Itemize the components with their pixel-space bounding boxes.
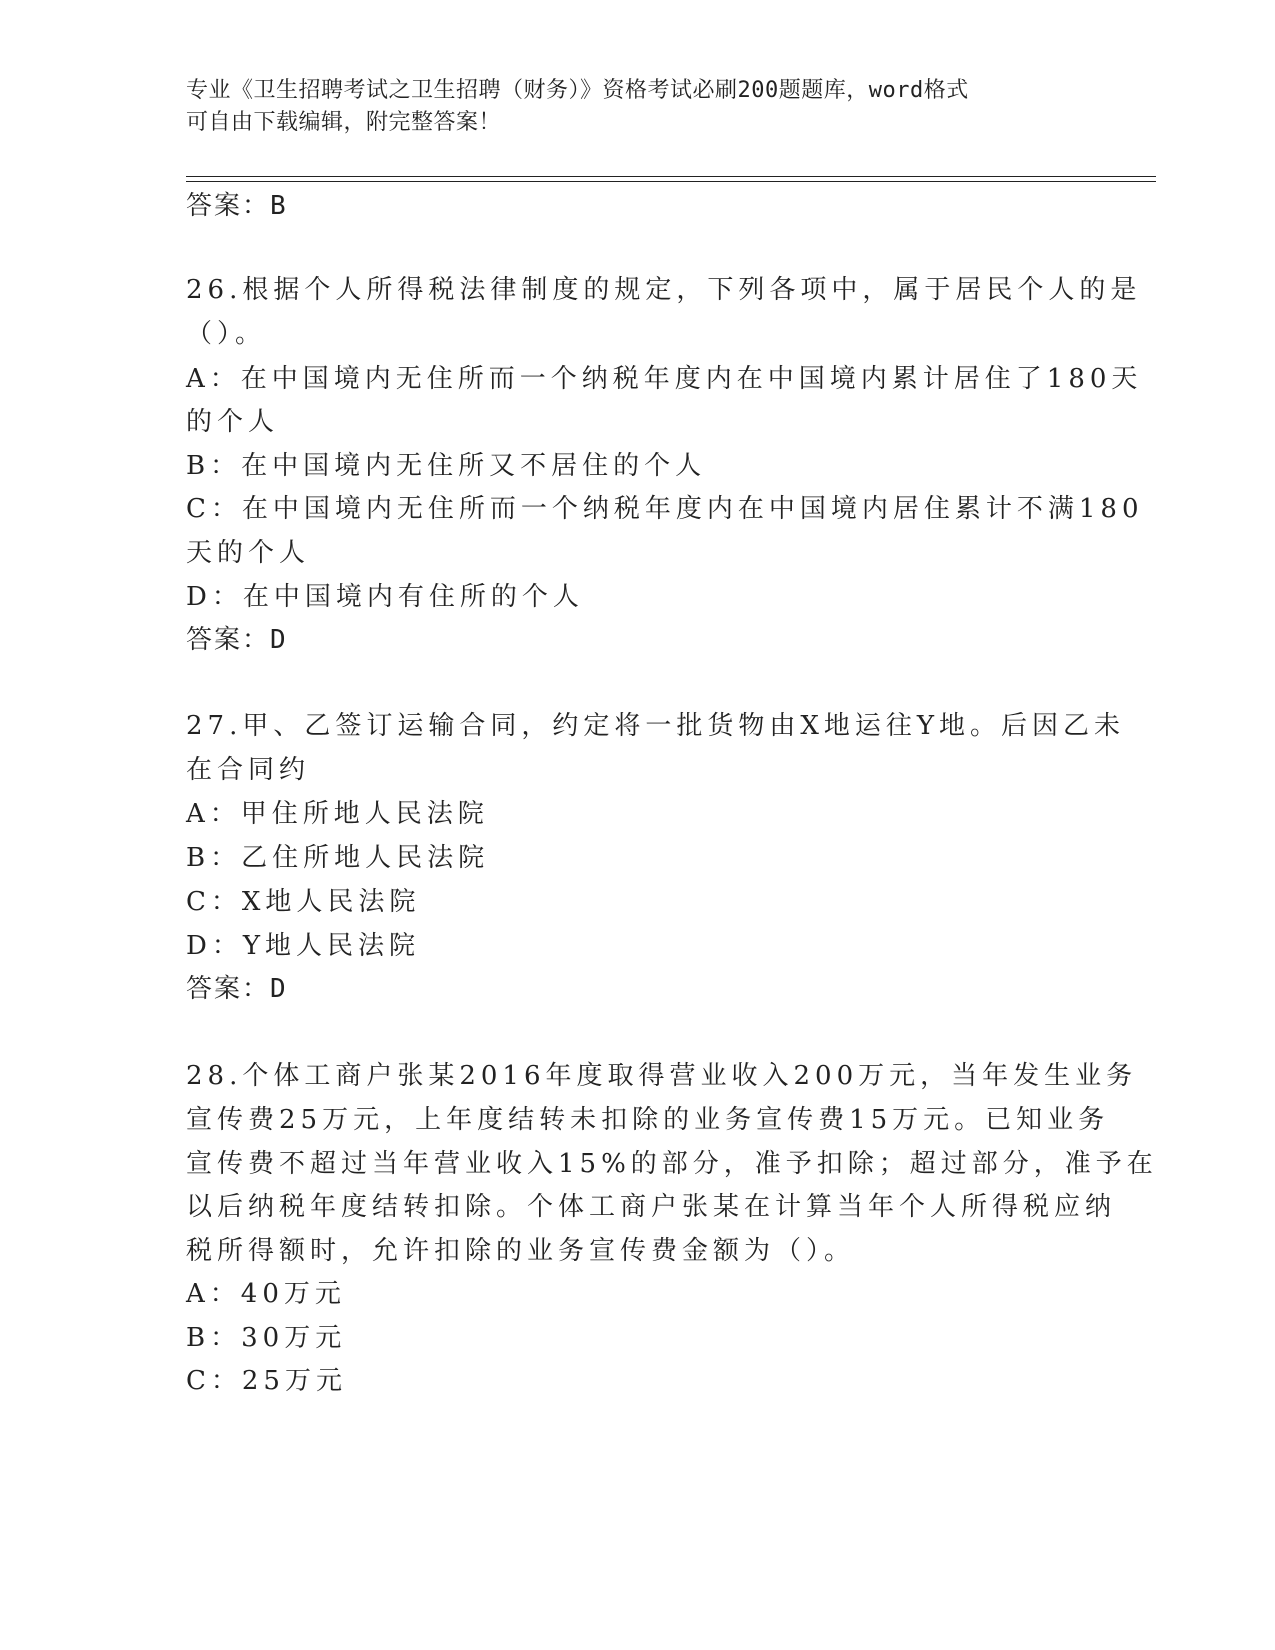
- q26-option-b: B：在中国境内无住所又不居住的个人: [186, 451, 707, 481]
- q26-option-a-line-1: A：在中国境内无住所而一个纳税年度内在中国境内累计居住了180天: [186, 364, 1143, 394]
- q28-stem-line-1: 28.个体工商户张某2016年度取得营业收入200万元，当年发生业务: [186, 1061, 1138, 1091]
- q26-stem-line-1: 26.根据个人所得税法律制度的规定，下列各项中，属于居民个人的是: [186, 275, 1142, 305]
- header-line-1: 专业《卫生招聘考试之卫生招聘（财务）》资格考试必刷200题题库，word格式: [186, 78, 969, 103]
- document-header: [186, 75, 1066, 139]
- header-divider-bottom: [186, 181, 1156, 182]
- q28-stem-line-5: 税所得额时，允许扣除的业务宣传费金额为（）。: [186, 1236, 856, 1266]
- previous-answer: 答案：B: [186, 191, 288, 221]
- q26-option-c-line-2: 天的个人: [186, 538, 311, 568]
- q27-option-d: D：Y地人民法院: [186, 931, 421, 961]
- q26-option-a-line-2: 的个人: [186, 407, 280, 437]
- q26-option-c-line-1: C：在中国境内无住所而一个纳税年度内在中国境内居住累计不满180: [186, 494, 1144, 524]
- q26-stem-line-2: （）。: [186, 319, 267, 349]
- q26-option-d: D：在中国境内有住所的个人: [186, 582, 584, 612]
- q28-option-b: B：30万元: [186, 1323, 347, 1353]
- q28-stem-line-2: 宣传费25万元，上年度结转未扣除的业务宣传费15万元。已知业务: [186, 1105, 1110, 1135]
- q27-option-a: A：甲住所地人民法院: [186, 799, 489, 829]
- q27-option-c: C：X地人民法院: [186, 887, 421, 917]
- header-divider-top: [186, 176, 1156, 177]
- q28-stem-line-3: 宣传费不超过当年营业收入15%的部分，准予扣除；超过部分，准予在: [186, 1149, 1158, 1179]
- header-line-2: 可自由下载编辑，附完整答案！: [186, 110, 502, 135]
- q28-option-c: C：25万元: [186, 1366, 347, 1396]
- q28-stem-line-4: 以后纳税年度结转扣除。个体工商户张某在计算当年个人所得税应纳: [186, 1192, 1117, 1222]
- q27-stem-line-1: 27.甲、乙签订运输合同，约定将一批货物由X地运往Y地。后因乙未: [186, 711, 1126, 741]
- q28-option-a: A：40万元: [186, 1279, 346, 1309]
- q27-answer: 答案：D: [186, 974, 288, 1004]
- q27-stem-line-2: 在合同约: [186, 755, 311, 785]
- q27-option-b: B：乙住所地人民法院: [186, 843, 490, 873]
- q26-answer: 答案：D: [186, 625, 288, 655]
